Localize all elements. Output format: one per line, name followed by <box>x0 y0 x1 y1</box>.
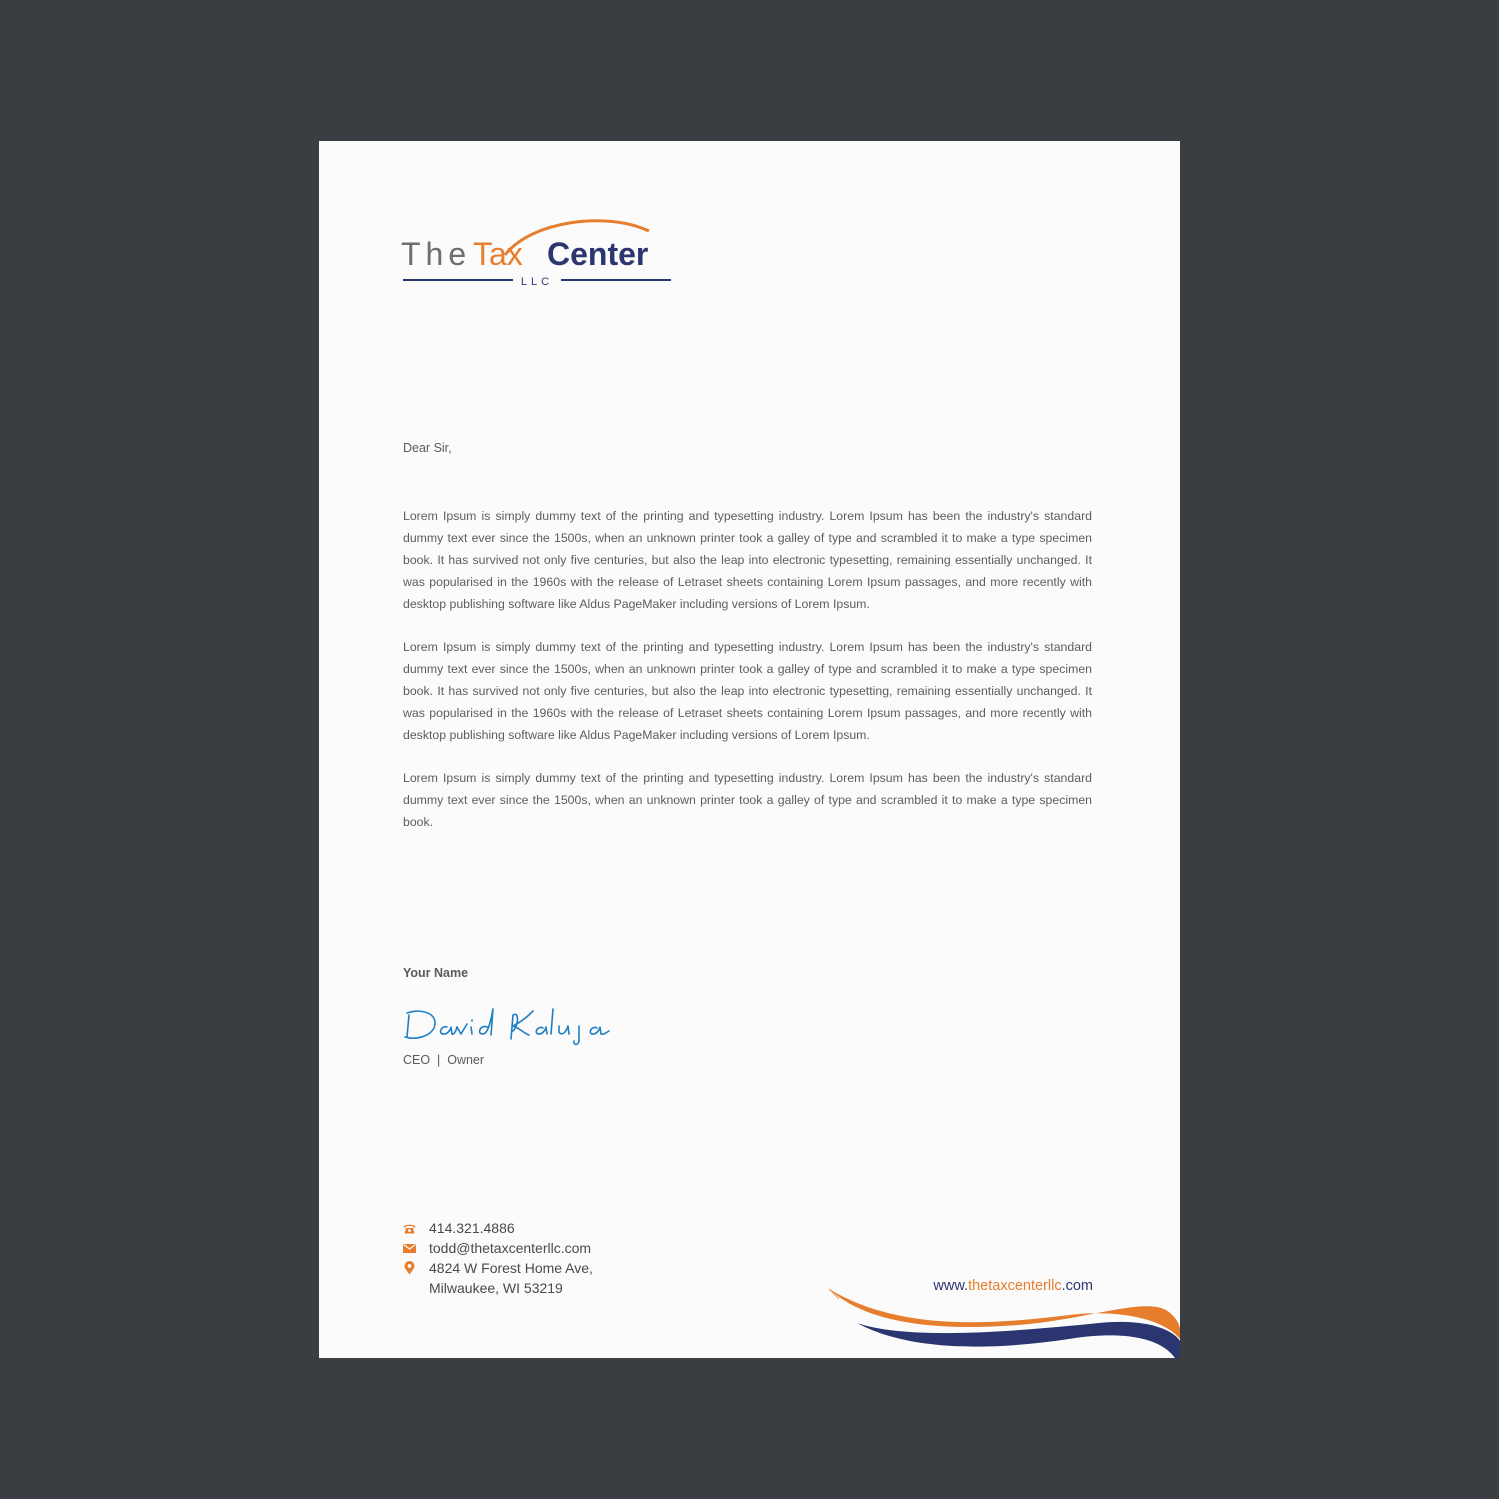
address-line-1: 4824 W Forest Home Ave, <box>429 1260 593 1276</box>
decorative-swoosh <box>819 1281 1180 1358</box>
website-domain: thetaxcenterllc <box>968 1278 1062 1294</box>
body-paragraph: Lorem Ipsum is simply dummy text of the printing and typesetting industry. Lorem Ipsum has been the industry's standard dummy text ever since the 1500s, when an unknown printer took a galley of type and scrambled it to make a type specimen book. It has survived not only five centuries, but also the leap into electronic typesetting, remaining essentially unchanged. It was popularised in the 1960s with the release of Letraset sheets containing Lorem Ipsum passages, and more recently with desktop publishing software like Aldus PageMaker including versions of Lorem Ipsum. <box>403 509 1092 611</box>
logo-word-center: Center <box>547 236 649 272</box>
contact-email <box>402 1238 593 1258</box>
contact-phone <box>402 1218 593 1238</box>
sender-role: CEO | Owner <box>403 1053 485 1067</box>
website-prefix: www. <box>933 1278 969 1294</box>
phone-link[interactable]: 414.321.4886 <box>429 1220 515 1236</box>
body-paragraph: Lorem Ipsum is simply dummy text of the printing and typesetting industry. Lorem Ipsum has been the industry's standard dummy text ever since the 1500s, when an unknown printer took a galley of type and scrambled it to make a type specimen book. It has survived not only five centuries, but also the leap into electronic typesetting, remaining essentially unchanged. It was popularised in the 1960s with the release of Letraset sheets containing Lorem Ipsum passages, and more recently with desktop publishing software like Aldus PageMaker including versions of Lorem Ipsum. <box>403 640 1092 742</box>
logo-word-tax: Tax <box>473 236 523 272</box>
website-suffix: .com <box>1061 1278 1093 1294</box>
address-line-2: Milwaukee, WI 53219 <box>429 1280 563 1296</box>
mail-icon <box>402 1238 417 1258</box>
location-pin-icon <box>402 1258 417 1278</box>
address-block <box>429 1258 593 1298</box>
email-link[interactable]: todd@thetaxcenterllc.com <box>429 1240 592 1256</box>
letterhead-sheet <box>319 141 1180 1358</box>
body-paragraph: Lorem Ipsum is simply dummy text of the printing and typesetting industry. Lorem Ipsum has been the industry's standard dummy text ever since the 1500s, when an unknown printer took a galley of type and scrambled it to make a type specimen book. <box>403 771 1092 829</box>
letter-body <box>403 505 1092 854</box>
logo-suffix: LLC <box>520 276 554 288</box>
contact-details <box>402 1218 593 1298</box>
phone-icon <box>402 1218 417 1238</box>
contact-address <box>402 1258 593 1298</box>
sender-name: Your Name <box>403 966 469 980</box>
handwritten-signature <box>401 1001 616 1049</box>
company-logo <box>401 213 673 289</box>
logo-word-the: The <box>401 236 472 272</box>
salutation: Dear Sir, <box>403 441 452 455</box>
